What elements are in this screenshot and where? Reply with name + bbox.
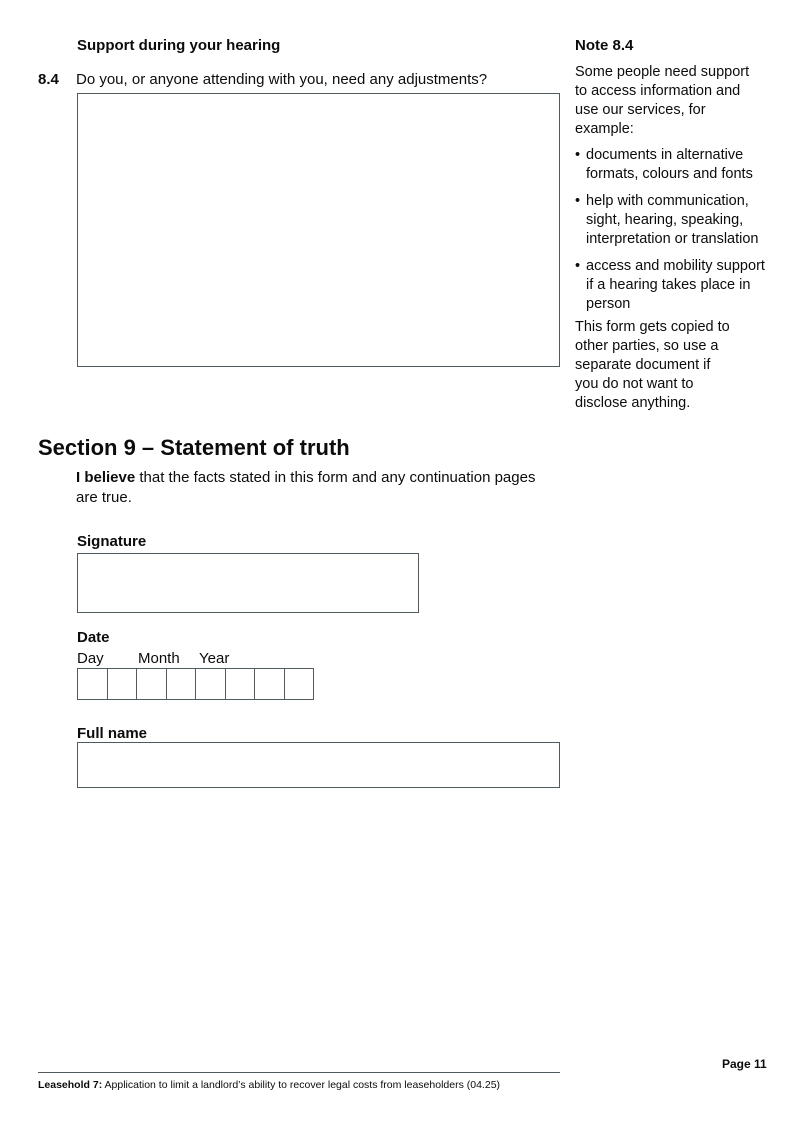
statement-bold: I believe	[76, 469, 136, 486]
note-bullet: • access and mobility support if a hearing takes place in person	[575, 257, 771, 314]
footer-form-desc: Application to limit a landlord’s ability to recover legal costs from leaseholders (04.25)	[102, 1079, 501, 1091]
signature-label: Signature	[77, 533, 147, 550]
date-label: Date	[77, 629, 110, 646]
day-digit-1-input[interactable]	[77, 668, 108, 700]
section-title: Section 9 – Statement of truth	[38, 435, 350, 460]
day-digit-2-input[interactable]	[107, 668, 138, 700]
footer-form-title	[38, 1078, 500, 1092]
statement-of-truth	[76, 468, 546, 508]
note-bullet: • documents in alternative formats, colours and fonts	[575, 146, 775, 184]
full-name-label: Full name	[77, 725, 148, 742]
year-digit-4-input[interactable]	[284, 668, 315, 700]
month-digit-1-input[interactable]	[136, 668, 167, 700]
year-label: Year	[199, 650, 230, 667]
page-number: Page 11	[722, 1057, 767, 1071]
year-digit-3-input[interactable]	[254, 668, 285, 700]
adjustments-textarea[interactable]	[77, 93, 560, 367]
footer-divider	[38, 1072, 560, 1073]
statement-rest: that the facts stated in this form and any continuation pages are true.	[76, 469, 536, 506]
note-title: Note 8.4	[575, 37, 634, 54]
question-number: 8.4	[38, 71, 59, 88]
year-digit-2-input[interactable]	[225, 668, 256, 700]
year-digit-1-input[interactable]	[195, 668, 226, 700]
footer-form-name: Leasehold 7:	[38, 1079, 103, 1091]
subsection-title: Support during your hearing	[77, 37, 281, 54]
note-outro: This form gets copied to other parties, so use a separate document if you do not want to disclose anything.	[575, 319, 730, 411]
month-label: Month	[138, 650, 180, 667]
signature-field[interactable]	[77, 553, 419, 613]
note-panel	[575, 36, 775, 413]
note-intro: Some people need support to access information and use our services, for example:	[575, 64, 750, 137]
date-input-group	[77, 668, 313, 700]
note-bullet: • help with communication, sight, hearing, speaking, interpretation or translation	[575, 192, 761, 249]
month-digit-2-input[interactable]	[166, 668, 197, 700]
question-text: Do you, or anyone attending with you, need any adjustments?	[76, 71, 488, 88]
day-label: Day	[77, 650, 104, 667]
note-bullet-list	[575, 146, 775, 314]
full-name-field[interactable]	[77, 742, 560, 788]
